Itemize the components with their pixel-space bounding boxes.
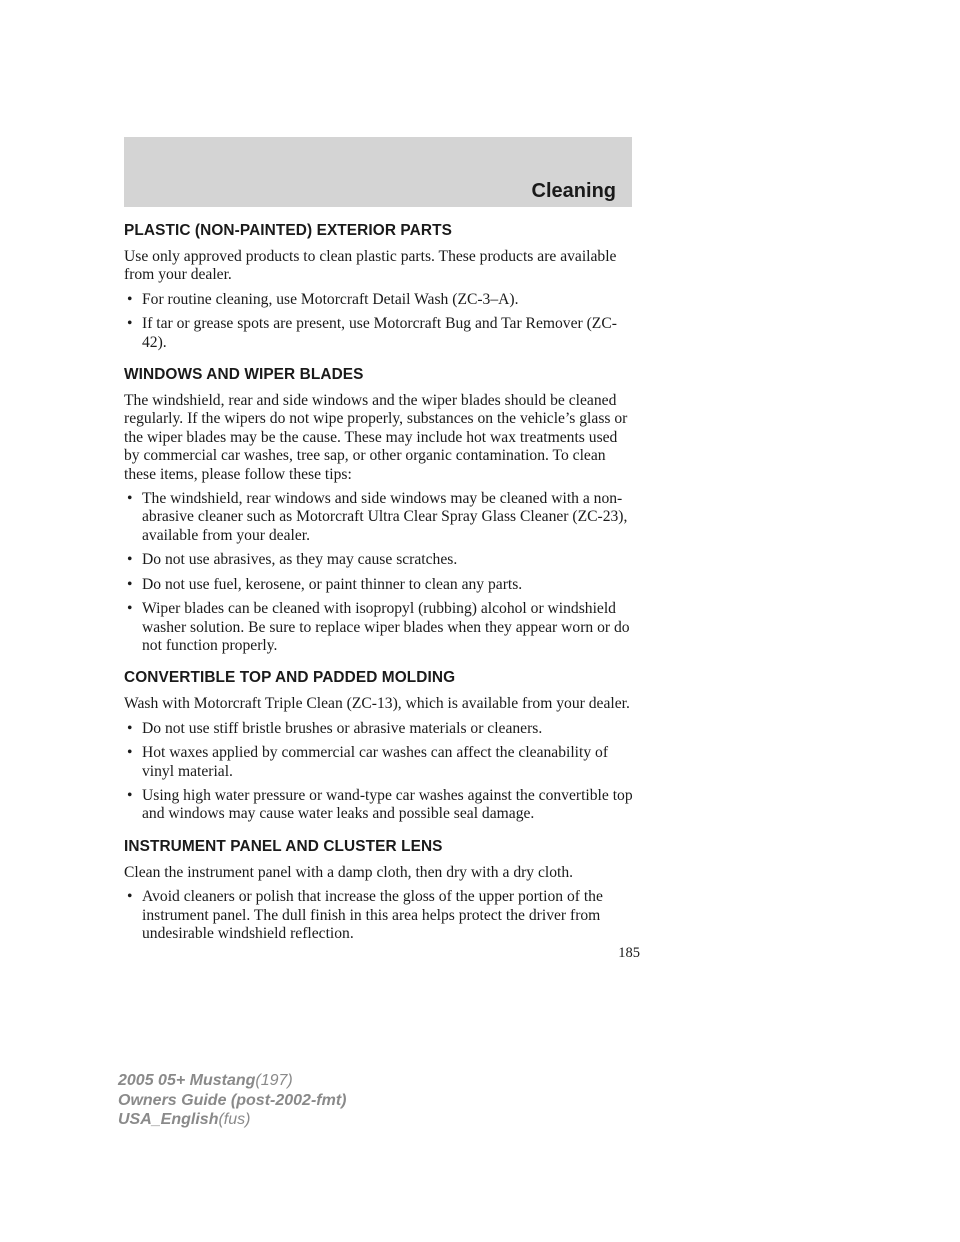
footer-language-code: (fus) [218, 1111, 251, 1128]
page-content [124, 221, 636, 943]
list-item [124, 787, 636, 824]
bullet-icon: • [127, 744, 133, 762]
bullet-icon: • [127, 290, 133, 308]
section-heading: PLASTIC (NON-PAINTED) EXTERIOR PARTS [124, 222, 452, 239]
section-heading: INSTRUMENT PANEL AND CLUSTER LENS [124, 837, 443, 855]
list-item-text: If tar or grease spots are present, use Motorcraft Bug and Tar Remover (ZC-42). [142, 315, 617, 351]
list-item [124, 490, 636, 545]
section-windows-wiper-blades [124, 365, 636, 655]
section-instrument-panel [124, 837, 636, 944]
footer-line-model [118, 1071, 346, 1091]
list-item-text: Do not use fuel, kerosene, or paint thinner to clean any parts. [142, 575, 523, 593]
bullet-list [124, 888, 636, 943]
list-item [124, 744, 636, 781]
footer-model: 2005 05+ Mustang [118, 1072, 256, 1089]
bullet-list [124, 720, 636, 824]
page-number: 185 [618, 945, 640, 961]
bullet-icon: • [127, 315, 133, 333]
list-item [124, 600, 636, 655]
footer-guide: Owners Guide (post-2002-fmt) [118, 1091, 347, 1109]
list-item-text: Do not use abrasives, as they may cause scratches. [142, 551, 458, 569]
footer-language: USA_English [118, 1111, 219, 1128]
list-item-text: Hot waxes applied by commercial car washes can affect the cleanability of vinyl material. [142, 744, 609, 780]
list-item-text: Wiper blades can be cleaned with isopropyl (rubbing) alcohol or windshield washer solution. Be sure to replace wiper blades when they appear worn or do not function properly. [142, 600, 630, 654]
section-plastic-exterior-parts [124, 221, 636, 352]
list-item-text: The windshield, rear windows and side windows may be cleaned with a non-abrasive cleaner such as Motorcraft Ultra Clear Spray Glass Cleaner (ZC-23), available from your dealer. [142, 490, 628, 544]
document-footer [118, 1071, 346, 1130]
list-item [124, 551, 636, 569]
section-heading: CONVERTIBLE TOP AND PADDED MOLDING [124, 669, 456, 687]
bullet-icon: • [127, 786, 133, 804]
list-item [124, 291, 636, 309]
section-intro: Clean the instrument panel with a damp cloth, then dry with a dry cloth. [124, 863, 574, 881]
bullet-icon: • [127, 551, 133, 569]
list-item [124, 720, 636, 738]
bullet-list [124, 291, 636, 352]
section-intro: Use only approved products to clean plastic parts. These products are available from your dealer. [124, 248, 617, 284]
chapter-title: Cleaning [531, 180, 616, 202]
bullet-icon: • [127, 600, 133, 618]
footer-line-language [118, 1110, 346, 1130]
section-convertible-top [124, 668, 636, 823]
footer-line-guide [118, 1091, 346, 1111]
list-item [124, 888, 636, 943]
list-item-text: For routine cleaning, use Motorcraft Detail Wash (ZC-3–A). [142, 290, 519, 308]
section-heading: WINDOWS AND WIPER BLADES [124, 366, 364, 384]
list-item-text: Using high water pressure or wand-type car washes against the convertible top and windows may cause water leaks and possible seal damage. [142, 786, 633, 823]
bullet-icon: • [127, 490, 133, 508]
list-item [124, 576, 636, 594]
bullet-icon: • [127, 719, 133, 737]
chapter-header-band [124, 137, 632, 207]
section-intro: Wash with Motorcraft Triple Clean (ZC-13), which is available from your dealer. [124, 695, 630, 713]
section-intro: The windshield, rear and side windows and the wiper blades should be cleaned regularly. If the wipers do not wipe properly, substances on the vehicle’s glass or the wiper blades may be the cause. These may include hot wax treatments used by commercial car washes, tree sap, or other organic contamination. To clean these items, please follow these tips: [124, 392, 628, 483]
list-item-text: Do not use stiff bristle brushes or abrasive materials or cleaners. [142, 719, 543, 737]
bullet-icon: • [127, 575, 133, 593]
list-item [124, 315, 636, 352]
list-item-text: Avoid cleaners or polish that increase the gloss of the upper portion of the instrument panel. The dull finish in this area helps protect the driver from undesirable windshield reflection. [142, 888, 603, 942]
bullet-list [124, 490, 636, 655]
footer-model-code: (197) [255, 1072, 293, 1089]
bullet-icon: • [127, 888, 133, 906]
